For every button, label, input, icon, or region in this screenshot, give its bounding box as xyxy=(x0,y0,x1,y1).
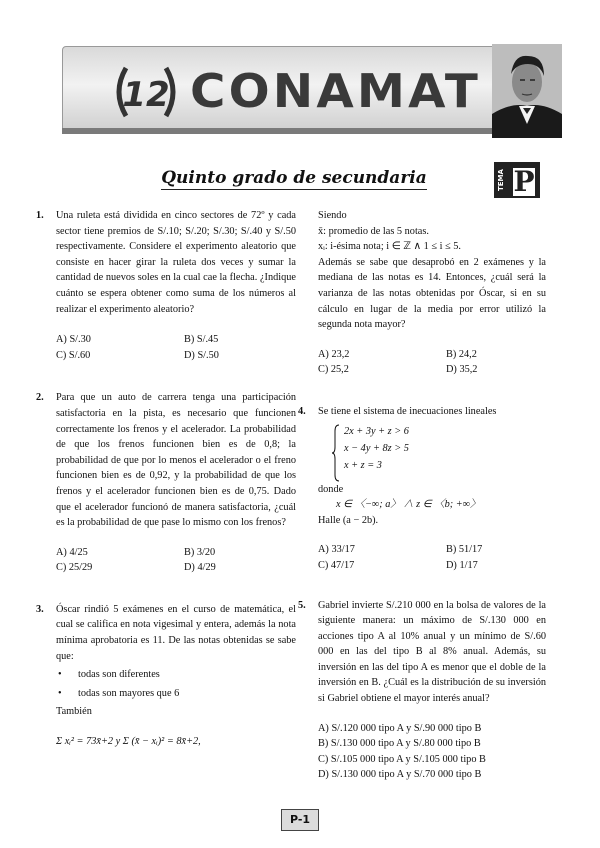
question-text: Una ruleta está dividida en cinco sectores de 72º y cada sector tiene premios de S/.10; S/.20; S/.30; S/.40 y S/.50 respectivamente. Considere el experimento aleatorio que consiste en hacer girar la ruleta dos veces y sumar la cantidad de nuevos soles en la cual cae la flecha. ¿Indique cuánto se espera obtener como suma de los números al realizar el experimento aleatorio? xyxy=(56,210,296,315)
question-3-continued xyxy=(318,208,546,378)
question-number: 5. xyxy=(298,599,306,611)
answer-options xyxy=(318,542,546,573)
left-column xyxy=(36,208,296,750)
question-2 xyxy=(36,390,296,576)
sum-formula: Σ xᵢ² = 73x̄+2 y Σ (x̄ − xᵢ)² = 8x̄+2, xyxy=(56,736,201,748)
option-d[interactable]: D) S/.130 000 tipo A y S/.70 000 tipo B xyxy=(318,769,482,781)
page-number: P-1 xyxy=(281,809,319,831)
tema-label: TEMA xyxy=(494,162,508,198)
question-5 xyxy=(298,598,546,784)
question-number: 3. xyxy=(36,603,44,615)
option-d[interactable]: D) 35,2 xyxy=(446,364,478,376)
option-b[interactable]: B) S/.130 000 tipo A y S/.80 000 tipo B xyxy=(318,738,481,750)
banner-stripe xyxy=(62,128,544,134)
right-column xyxy=(298,208,546,783)
portrait-icon xyxy=(492,44,562,138)
equation-3: x + z = 3 xyxy=(344,459,382,471)
question-text: Se tiene el sistema de inecuaciones lineales xyxy=(318,405,497,417)
option-b[interactable]: B) 51/17 xyxy=(446,544,483,556)
option-c[interactable]: C) S/.105 000 tipo A y S/.105 000 tipo B xyxy=(318,753,486,765)
bullet-item: • todas son mayores que 6 xyxy=(56,686,296,702)
question-3 xyxy=(36,602,296,750)
question-1 xyxy=(36,208,296,363)
tema-badge xyxy=(494,162,542,198)
definition-mean: x̄: promedio de las 5 notas. xyxy=(318,225,429,237)
question-number: 1. xyxy=(36,210,44,221)
option-c[interactable]: C) S/.60 xyxy=(56,349,91,361)
option-a[interactable]: A) 4/25 xyxy=(56,546,88,558)
question-4 xyxy=(298,404,546,574)
logo-number: 12 xyxy=(122,75,170,115)
option-c[interactable]: C) 25/29 xyxy=(56,562,93,574)
option-b[interactable]: B) 3/20 xyxy=(184,546,216,558)
option-d[interactable]: D) S/.50 xyxy=(184,349,219,361)
tema-letter: P xyxy=(513,165,535,198)
answer-options xyxy=(318,347,546,378)
tema-letter-box xyxy=(508,162,540,198)
question-text: Para que un auto de carrera tenga una participación satisfactoria en la pista, es necesario que funcionen correctamente los frenos y el acelerador. La probabilidad de que los frenos funcionen bien es de 0,8; la probabilidad de que por lo menos el acelerador o el freno funcionen bien es de 0,92, y la probabilidad de que los frenos y el acelerador funcionen bien es de 0,75. Dado que el acelerador funcionó de manera satisfactoria, ¿cuál es la probabilidad de que pase lo mismo con los frenos? xyxy=(56,392,296,529)
brace-icon xyxy=(332,423,340,483)
definition-xi: xᵢ: i-ésima nota; i ∈ ℤ ∧ 1 ≤ i ≤ 5. xyxy=(318,241,461,253)
donde-label: donde xyxy=(318,483,344,495)
option-d[interactable]: D) 1/17 xyxy=(446,559,478,571)
option-c[interactable]: C) 47/17 xyxy=(318,559,355,571)
condition: x ∈ 〈−∞; a〉 ∧ z ∈ 〈b; +∞〉 xyxy=(336,499,481,511)
siendo-label: Siendo xyxy=(318,210,347,221)
question-text-continued: Además se sabe que desaprobó en 2 exámenes y la mediana de las notas es 14. Entonces, ¿cuál será la varianza de las notas obtenidas por Óscar, si en su cálculo en lugar de la media por error utilizó la segunda nota mayor? xyxy=(318,256,546,331)
tambien-label: También xyxy=(56,706,92,718)
title-text: Quinto grado de secundaria xyxy=(161,168,427,188)
option-a[interactable]: A) S/.30 xyxy=(56,334,91,346)
equation-system xyxy=(332,423,546,474)
option-a[interactable]: A) 33/17 xyxy=(318,544,355,556)
bullet-item: • todas son diferentes xyxy=(56,667,296,683)
equation-2: x − 4y + 8z > 5 xyxy=(344,442,409,454)
answer-options xyxy=(56,332,296,363)
question-number: 4. xyxy=(298,405,306,417)
question-text: Gabriel invierte S/.210 000 en la bolsa de valores de la siguiente manera: un máximo de S/.130 000 en acciones tipo A al 10% anual y un mínimo de S/.60 000 en las del tipo B al 8% anual. Además, su inversión en las del tipo A es menor que el doble de la inversión en B. ¿Cuál es la distribución de su inversión si Gabriel obtiene el mayor interés anual? xyxy=(318,599,546,705)
logo-text: CONAMAT xyxy=(190,64,482,118)
halle-text: Halle (a − 2b). xyxy=(318,514,379,526)
option-c[interactable]: C) 25,2 xyxy=(318,364,349,376)
option-b[interactable]: B) S/.45 xyxy=(184,334,219,346)
question-number: 2. xyxy=(36,392,44,404)
logo-12-icon xyxy=(110,62,182,122)
option-a[interactable]: A) S/.120 000 tipo A y S/.90 000 tipo B xyxy=(318,722,482,734)
option-b[interactable]: B) 24,2 xyxy=(446,348,477,360)
equation-1: 2x + 3y + z > 6 xyxy=(344,425,409,437)
option-d[interactable]: D) 4/29 xyxy=(184,562,216,574)
option-a[interactable]: A) 23,2 xyxy=(318,348,350,360)
question-text: Óscar rindió 5 exámenes en el curso de matemática, el cual se califica en nota vigesimal y entera, además la nota mínima aprobatoria es 11. De las notas obtenidas se sabe que: xyxy=(56,603,296,662)
answer-options xyxy=(318,721,546,783)
header-banner xyxy=(62,42,544,140)
answer-options xyxy=(56,545,296,576)
